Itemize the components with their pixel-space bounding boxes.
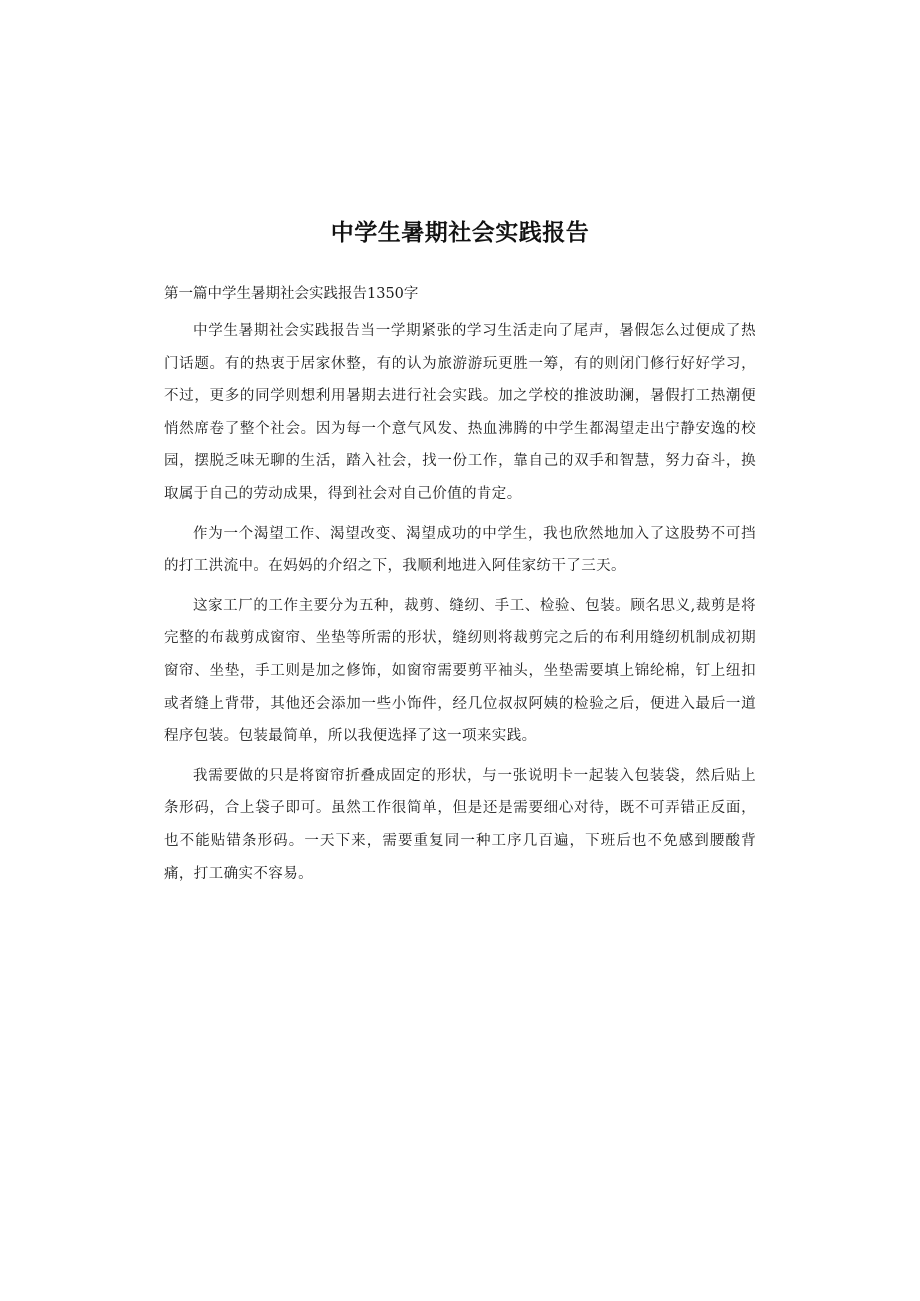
paragraph-3: 这家工厂的工作主要分为五种，裁剪、缝纫、手工、检验、包装。顾名思义,裁剪是将完整的布裁剪成窗帘、坐垫等所需的形状，缝纫则将裁剪完之后的布利用缝纫机制成初期窗帘、坐垫，手工则是加之修饰，如窗帘需要剪平袖头，坐垫需要填上锦纶棉，钉上纽扣或者缝上背带，其他还会添加一些小饰件，经几位叔叔阿姨的检验之后，便进入最后一道程序包装。包装最简单，所以我便选择了这一项来实践。 [164,597,756,745]
page-title: 中学生暑期社会实践报告 [330,220,590,246]
paragraph-2: 作为一个渴望工作、渴望改变、渴望成功的中学生，我也欣然地加入了这股势不可挡的打工洪流中。在妈妈的介绍之下，我顺利地进入阿佳家纺干了三天。 [164,525,756,575]
paragraph-4: 我需要做的只是将窗帘折叠成固定的形状，与一张说明卡一起装入包装袋，然后贴上条形码，合上袋子即可。虽然工作很简单，但是还是需要细心对待，既不可弄错正反面，也不能贴错条形码。一天下来，需要重复同一种工序几百遍，下班后也不免感到腰酸背痛，打工确实不容易。 [164,767,756,882]
paragraph-1: 中学生暑期社会实践报告当一学期紧张的学习生活走向了尾声，暑假怎么过便成了热门话题。有的热衷于居家休整，有的认为旅游游玩更胜一筹，有的则闭门修行好好学习，不过，更多的同学则想利用暑期去进行社会实践。加之学校的推波助澜，暑假打工热潮便悄然席卷了整个社会。因为每一个意气风发、热血沸腾的中学生都渴望走出宁静安逸的校园，摆脱乏味无聊的生活，踏入社会，找一份工作，靠自己的双手和智慧，努力奋斗，换取属于自己的劳动成果，得到社会对自己价值的肯定。 [164,323,756,502]
document-body [164,282,756,897]
section-heading: 第一篇中学生暑期社会实践报告1350字 [164,286,419,302]
